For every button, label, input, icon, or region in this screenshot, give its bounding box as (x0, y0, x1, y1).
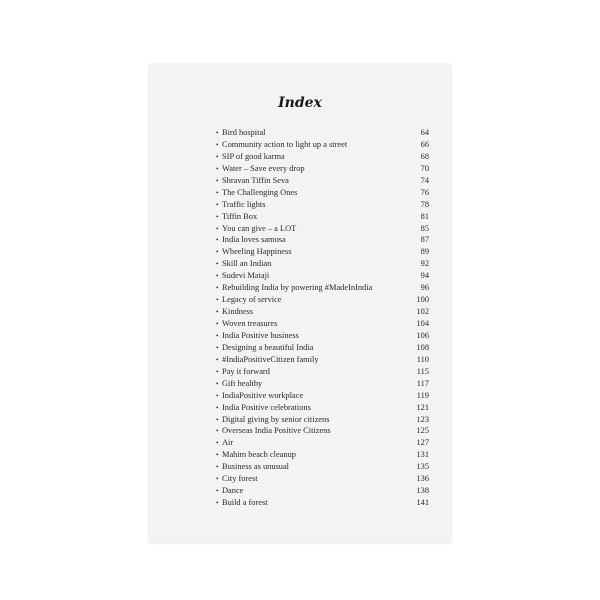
bullet-icon: • (216, 272, 219, 281)
bullet-icon: • (216, 308, 219, 317)
bullet-icon: • (216, 248, 219, 257)
index-entry-label: Tiffin Box (222, 211, 258, 221)
bullet-icon: • (216, 296, 219, 305)
index-entry (216, 402, 429, 414)
bullet-icon: • (216, 427, 219, 436)
bullet-icon: • (216, 129, 219, 137)
index-entry (216, 223, 429, 235)
index-entry (216, 127, 429, 139)
index-entry-page-number: 87 (420, 235, 429, 245)
index-entry-label: Pay it forward (222, 366, 270, 376)
index-entry-label: Wheeling Happiness (222, 247, 292, 257)
index-entry-page-number: 104 (416, 319, 429, 328)
bullet-icon: • (216, 403, 219, 412)
bullet-icon: • (216, 499, 219, 508)
bullet-icon: • (216, 224, 219, 233)
index-entry-page-number: 138 (416, 486, 429, 496)
bullet-icon: • (216, 331, 219, 340)
index-entry-page-number: 100 (416, 295, 429, 305)
bullet-icon: • (216, 451, 219, 460)
bullet-icon: • (216, 176, 219, 185)
index-entry-label: Overseas India Positive Citizens (222, 426, 331, 436)
index-entry-page-number: 108 (416, 342, 429, 352)
index-entry (216, 485, 429, 497)
bullet-icon: • (216, 391, 219, 400)
index-entry-page-number: 123 (416, 414, 429, 424)
index-entry (216, 151, 429, 163)
index-entry-page-number: 127 (416, 438, 429, 448)
index-entry (216, 354, 429, 366)
index-entry-page-number: 64 (420, 128, 429, 137)
index-entry (216, 414, 429, 426)
index-entry-page-number: 115 (416, 366, 429, 376)
index-entry-label: Mahim beach cleanup (222, 450, 296, 460)
index-entry-page-number: 102 (416, 307, 429, 317)
index-entry (216, 449, 429, 461)
index-entry-label: Community action to light up a street (222, 139, 348, 149)
index-entry-label: #IndiaPositiveCitizen family (222, 354, 319, 364)
index-entry-label: India loves samosa (222, 235, 286, 245)
index-entry (216, 163, 429, 175)
bullet-icon: • (216, 367, 219, 376)
index-entry-page-number: 110 (416, 354, 429, 364)
index-entry-label: Water – Save every drop (222, 163, 305, 173)
index-entry-label: Rebuilding India by powering #MadeInIndia (222, 283, 373, 293)
index-entry-page-number: 117 (416, 378, 429, 388)
index-entry-page-number: 121 (416, 402, 429, 412)
bullet-icon: • (216, 260, 219, 269)
index-entry-label: Designing a beautiful India (222, 342, 314, 352)
index-entry-label: Legacy of service (222, 295, 282, 305)
index-entry (216, 175, 429, 187)
index-entry-page-number: 78 (420, 199, 429, 209)
index-entry-page-number: 76 (420, 187, 429, 197)
index-entry-page-number: 136 (416, 474, 429, 484)
index-entry (216, 425, 429, 437)
index-entry (216, 187, 429, 199)
bullet-icon: • (216, 355, 219, 364)
bullet-icon: • (216, 200, 219, 209)
index-entry-label: Air (222, 438, 234, 448)
index-entry (216, 211, 429, 223)
index-entry-page-number: 94 (420, 271, 429, 281)
index-entry-page-number: 70 (420, 163, 429, 173)
bullet-icon: • (216, 343, 219, 352)
bullet-icon: • (216, 487, 219, 496)
index-entry-page-number: 106 (416, 330, 429, 340)
index-entry-label: Gift healthy (222, 378, 263, 388)
index-entry-label: Sudevi Mataji (222, 271, 270, 281)
bullet-icon: • (216, 140, 219, 149)
index-entry-page-number: 125 (416, 426, 429, 436)
bullet-icon: • (216, 284, 219, 293)
index-entry (216, 366, 429, 378)
index-entry-label: The Challenging Ones (222, 187, 298, 197)
index-entry-label: Business as unusual (222, 462, 289, 472)
index-entry-label: SIP of good karma (222, 151, 285, 161)
index-entry (216, 199, 429, 211)
index-entry (216, 234, 429, 246)
index-entry (216, 497, 429, 509)
index-entry-page-number: 66 (420, 139, 429, 149)
index-entry (216, 318, 429, 330)
index-entry-label: Digital giving by senior citizens (222, 414, 330, 424)
index-entry-page-number: 89 (420, 247, 429, 257)
index-entry-page-number: 81 (420, 211, 429, 221)
index-entry-page-number: 141 (416, 498, 429, 508)
index-entry-label: Build a forest (222, 498, 268, 508)
index-entry-label: Dance (222, 486, 244, 496)
index-entry-page-number: 68 (420, 151, 429, 161)
bullet-icon: • (216, 188, 219, 197)
index-entry-label: Traffic lights (222, 199, 266, 209)
index-entry-label: Skill an Indian (222, 259, 272, 269)
page-title: Index (278, 95, 322, 111)
index-entry-label: India Positive business (222, 330, 299, 340)
index-entry-page-number: 96 (420, 283, 429, 293)
bullet-icon: • (216, 463, 219, 472)
bullet-icon: • (216, 320, 219, 328)
bullet-icon: • (216, 152, 219, 161)
index-entry (216, 473, 429, 485)
index-entry-page-number: 119 (416, 390, 429, 400)
index-entry (216, 342, 429, 354)
index-entry (216, 306, 429, 318)
bullet-icon: • (216, 415, 219, 424)
index-entry (216, 461, 429, 473)
index-entry (216, 282, 429, 294)
index-entry-label: India Positive celebrations (222, 402, 311, 412)
index-entry-page-number: 135 (416, 462, 429, 472)
index-list (216, 127, 429, 509)
index-entry (216, 258, 429, 270)
index-entry (216, 270, 429, 282)
bullet-icon: • (216, 475, 219, 484)
index-entry-label: City forest (222, 474, 258, 484)
bullet-icon: • (216, 439, 219, 448)
bullet-icon: • (216, 236, 219, 245)
index-entry-label: IndiaPositive workplace (222, 390, 304, 400)
index-entry-label: Woven treasures (222, 319, 278, 328)
index-entry-label: You can give – a LOT (222, 223, 297, 233)
index-entry (216, 378, 429, 390)
bullet-icon: • (216, 212, 219, 221)
index-entry-page-number: 85 (420, 223, 429, 233)
bullet-icon: • (216, 164, 219, 173)
index-entry-page-number: 74 (420, 175, 429, 185)
index-entry-page-number: 92 (420, 259, 429, 269)
bullet-icon: • (216, 379, 219, 388)
index-entry (216, 294, 429, 306)
index-entry-label: Bird hospital (222, 128, 266, 137)
index-entry (216, 139, 429, 151)
index-entry-label: Shravan Tiffin Seva (222, 175, 289, 185)
index-entry-label: Kindness (222, 307, 254, 317)
index-entry (216, 246, 429, 258)
index-entry (216, 437, 429, 449)
index-entry (216, 330, 429, 342)
index-entry-page-number: 131 (416, 450, 429, 460)
index-entry (216, 390, 429, 402)
